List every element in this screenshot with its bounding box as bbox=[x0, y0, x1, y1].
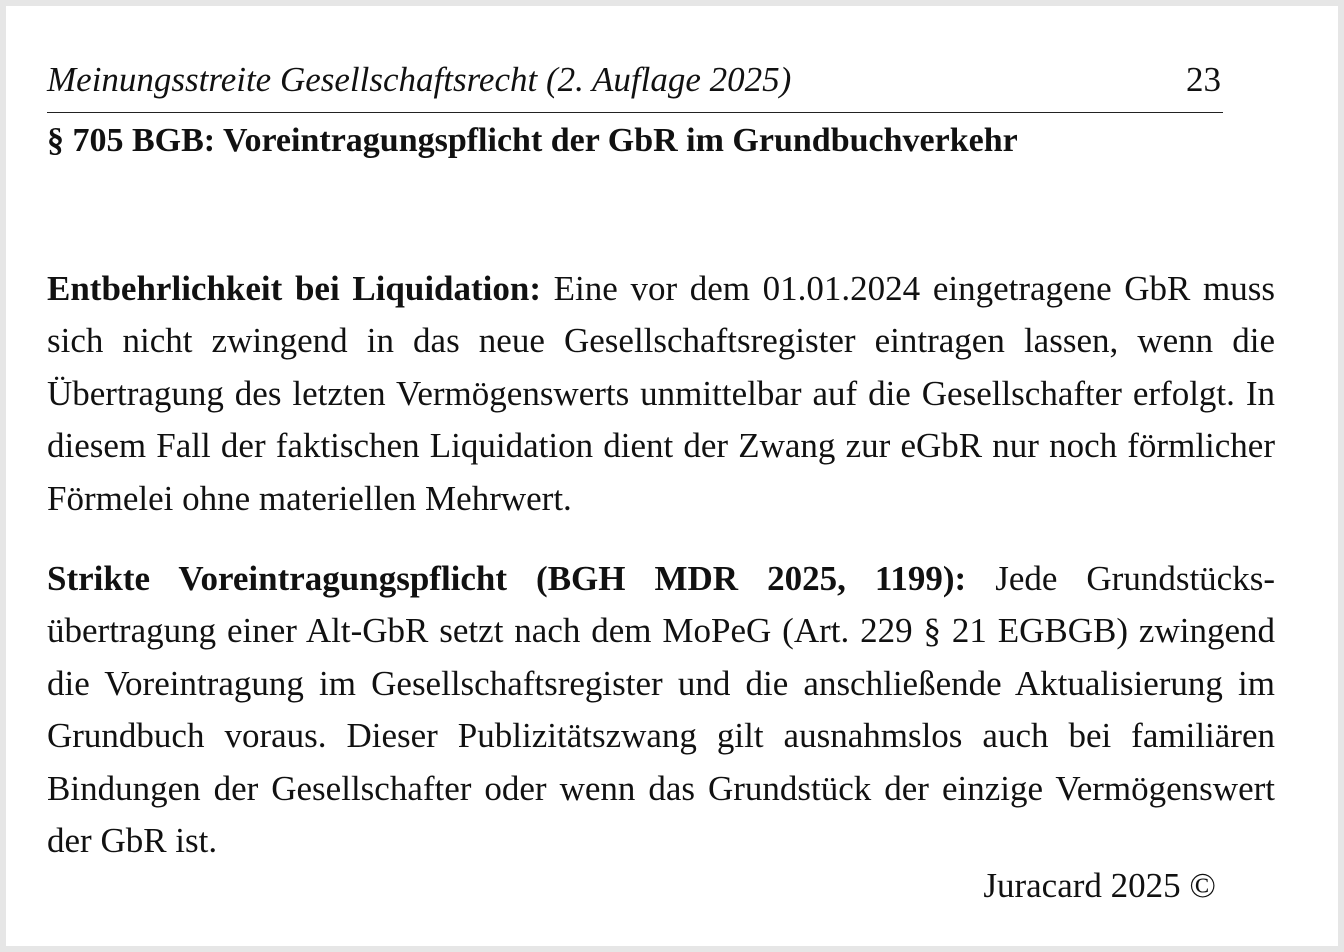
document-page bbox=[6, 6, 1338, 946]
paragraph-liquidation bbox=[47, 263, 1275, 525]
paragraph-lead: Entbehrlichkeit bei Liquidation: bbox=[47, 269, 542, 308]
paragraph-text: Jede Grundstücksübertragung einer Alt-GbR setzt nach dem MoPeG (Art. 229 § 21 EGBGB) zwingend die Voreintragung im Gesellschaftsregister und die anschließende Aktualisierung im Grundbuch voraus. Dieser Publizitätszwang gilt ausnahmslos auch bei familiären Bindungen der Gesellschafter oder wenn das Grundstück der einzige Vermögenswert der GbR ist. bbox=[47, 559, 1275, 861]
copyright-notice: Juracard 2025 © bbox=[983, 866, 1216, 905]
paragraph-lead: Strikte Voreintragungspflicht (BGH MDR 2025, 1199): bbox=[47, 559, 967, 598]
paragraph-text: Eine vor dem 01.01.2024 eingetragene GbR muss sich nicht zwingend in das neue Gesellschaftsregister eintragen lassen, wenn die Übertragung des letzten Vermögenswerts unmittelbar auf die Gesellschafter erfolgt. In diesem Fall der faktischen Liquidation dient der Zwang zur eGbR nur noch förmlicher Förmelei ohne materiellen Mehrwert. bbox=[47, 269, 1275, 518]
running-header bbox=[47, 58, 1223, 113]
paragraph-voreintragungspflicht bbox=[47, 553, 1275, 867]
section-heading: § 705 BGB: Voreintragungspflicht der GbR im Grundbuchverkehr bbox=[47, 122, 1018, 159]
book-title: Meinungsstreite Gesellschaftsrecht (2. Auflage 2025) bbox=[47, 60, 792, 99]
page-number: 23 bbox=[1186, 60, 1221, 99]
